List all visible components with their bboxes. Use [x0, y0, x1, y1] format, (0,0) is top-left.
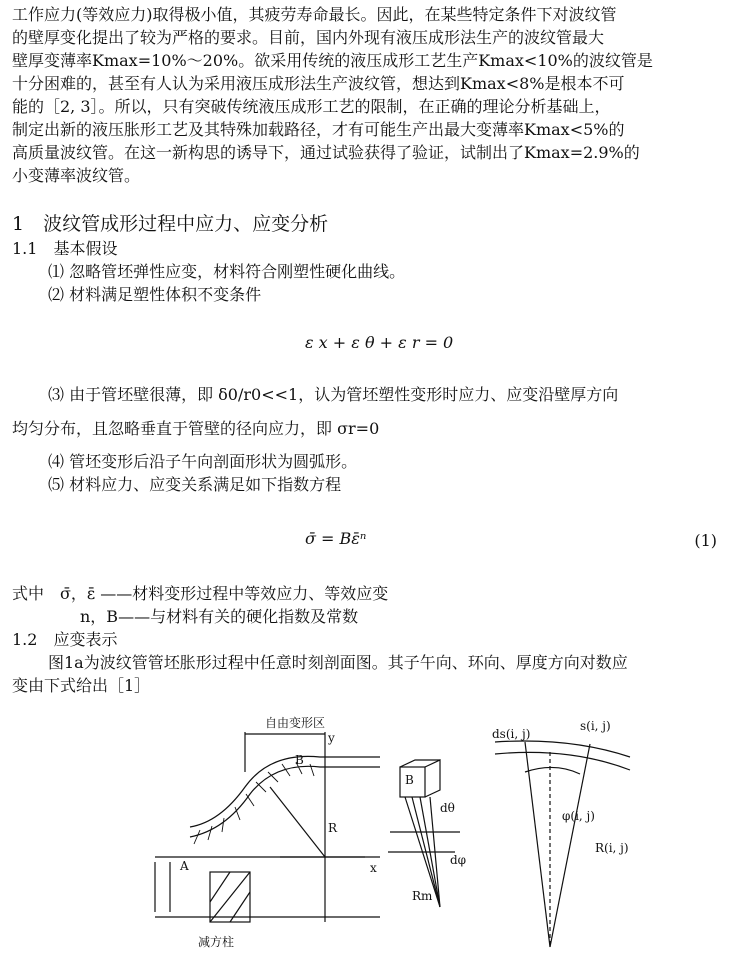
label-ds: ds(i, j) [492, 727, 531, 741]
equation-number: (1) [694, 531, 717, 550]
label-dphi: dφ [450, 853, 467, 867]
paragraph1-line8: 小变薄率波纹管。 [12, 166, 141, 185]
section-heading-1-2: 1.2 应变表示 [12, 630, 118, 649]
label-A: A [180, 859, 189, 873]
assumption-5: ⑸ 材料应力、应变关系满足如下指数方程 [48, 475, 342, 494]
label-R: R [328, 821, 338, 835]
label-dtheta: dθ [440, 801, 455, 815]
label-Rij: R(i, j) [595, 841, 629, 855]
paragraph1-line4: 十分困难的，甚至有人认为采用液压成形法生产波纹管，想达到Kmax<8%是根本不可 [12, 74, 625, 93]
paragraph2-line2: 变由下式给出［1］ [12, 676, 151, 695]
label-free-zone: 自由变形区 [265, 716, 326, 730]
label-Rm: Rm [412, 889, 433, 903]
label-y: y [328, 731, 335, 745]
section-heading-1-1: 1.1 基本假设 [12, 239, 118, 258]
paragraph1-line2: 的壁厚变化提出了较为严格的要求。目前，国内外现有液压成形法生产的波纹管最大 [12, 28, 605, 47]
assumption-1: ⑴ 忽略管坯弹性应变，材料符合刚塑性硬化曲线。 [48, 262, 406, 281]
assumption-4: ⑷ 管坯变形后沿子午向剖面形状为圆弧形。 [48, 452, 358, 471]
assumption-3-line1: ⑶ 由于管坯壁很薄，即 δ0/r0<<1，认为管坯塑性变形时应力、应变沿壁厚方向 [48, 385, 619, 404]
assumption-2: ⑵ 材料满足塑性体积不变条件 [48, 285, 262, 304]
arc-inner [495, 752, 630, 770]
assumption-3-line2: 均匀分布，且忽略垂直于管壁的径向应力，即 σr=0 [12, 419, 380, 438]
label-phi: φ(i, j) [562, 809, 595, 823]
label-s: s(i, j) [580, 719, 611, 733]
bellows-forming-figure [150, 712, 720, 952]
paragraph1-line5: 能的［2, 3］。所以，只有突破传统液压成形工艺的限制，在正确的理论分析基础上， [12, 97, 611, 116]
where-line1: 式中 σ̄，ε̄ ——材料变形过程中等效应力、等效应变 [12, 584, 389, 603]
paragraph1-line6: 制定出新的液压胀形工艺及其特殊加载路径，才有可能生产出最大变薄率Kmax<5%的 [12, 120, 625, 139]
where-line2: n，B——与材料有关的硬化指数及常数 [80, 607, 359, 626]
paragraph1-line3: 壁厚变薄率Kmax=10%～20%。欲采用传统的液压成形工艺生产Kmax<10%的波纹管是 [12, 51, 653, 70]
label-B-element: B [405, 773, 414, 787]
paragraph1-line7: 高质量波纹管。在这一新构思的诱导下，通过试验获得了验证，试制出了Kmax=2.9%的 [12, 143, 640, 162]
label-B: B [295, 753, 304, 767]
equation-volume: ε x + ε θ + ε r = 0 [305, 333, 454, 352]
section-heading-1: 1 波纹管成形过程中应力、应变分析 [12, 213, 329, 235]
equation-power: σ̄ = Bε̄ⁿ [305, 529, 367, 548]
bulge-inner-arc [190, 766, 380, 837]
label-x: x [370, 861, 377, 875]
paragraph1-line1: 工作应力(等效应力)取得极小值，其疲劳寿命最长。因此，在某些特定条件下对波纹管 [12, 5, 617, 24]
label-die: 减方柱 [198, 935, 235, 949]
paragraph2-line1: 图1a为波纹管管坯胀形过程中任意时刻剖面图。其子午向、环向、厚度方向对数应 [48, 653, 628, 672]
